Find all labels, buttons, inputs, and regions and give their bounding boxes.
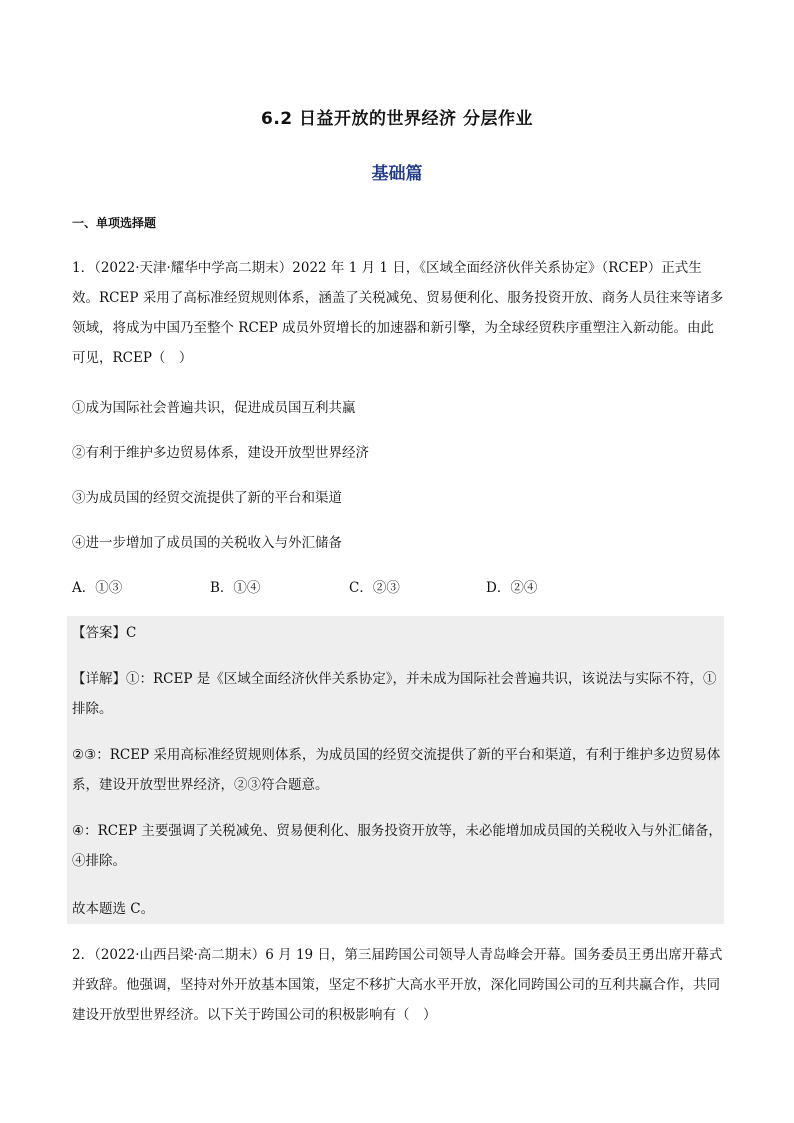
choice-d: D．②④	[486, 580, 538, 596]
document-subtitle: 基础篇	[371, 164, 423, 184]
question-1-stem: 1．（2022·天津·耀华中学高二期末）2022 年 1 月 1 日，《区域全面经济伙伴关系协定》（RCEP）正式生效。RCEP 采用了高标准经贸规则体系，涵盖了关税减免、贸易便利化、服务投资开放、商务人员往来等诸多领域，将成为中国乃至整个 RCEP 成员外贸增长的加速器和新引擎，为全球经贸秩序重塑注入新动能。由此可见，RCEP（ ）	[72, 260, 724, 366]
question-1-option-3: ③为成员国的经贸交流提供了新的平台和渠道	[72, 490, 342, 506]
detail-paragraph-3: ④：RCEP 主要强调了关税减免、贸易便利化、服务投资开放等，未必能增加成员国的关税收入与外汇储备，④排除。	[72, 823, 722, 869]
choice-c: C．②③	[349, 580, 400, 596]
answer-label: 【答案】C	[72, 625, 137, 641]
question-1-option-4: ④进一步增加了成员国的关税收入与外汇储备	[72, 535, 342, 551]
choice-a: A．①③	[72, 580, 123, 596]
section-heading: 一、单项选择题	[72, 216, 157, 230]
question-2-stem: 2．（2022·山西吕梁·高二期末）6 月 19 日，第三届跨国公司领导人青岛峰会开幕。国务委员王勇出席开幕式并致辞。他强调，坚持对外开放基本国策，坚定不移扩大高水平开放，深化同跨国公司的互利共赢合作，共同建设开放型世界经济。以下关于跨国公司的积极影响有（ ）	[72, 947, 723, 1023]
detail-paragraph-1: 【详解】①：RCEP 是《区域全面经济伙伴关系协定》，并未成为国际社会普遍共识，该说法与实际不符，①排除。	[72, 671, 717, 717]
detail-paragraph-2: ②③：RCEP 采用高标准经贸规则体系，为成员国的经贸交流提供了新的平台和渠道，有利于维护多边贸易体系，建设开放型世界经济，②③符合题意。	[72, 747, 721, 793]
question-1-option-1: ①成为国际社会普遍共识，促进成员国互利共赢	[72, 400, 356, 416]
choice-b: B．①④	[210, 580, 261, 596]
document-title: 6.2 日益开放的世界经济 分层作业	[261, 109, 533, 129]
detail-conclusion: 故本题选 C。	[72, 901, 155, 917]
question-1-option-2: ②有利于维护多边贸易体系，建设开放型世界经济	[72, 445, 369, 461]
